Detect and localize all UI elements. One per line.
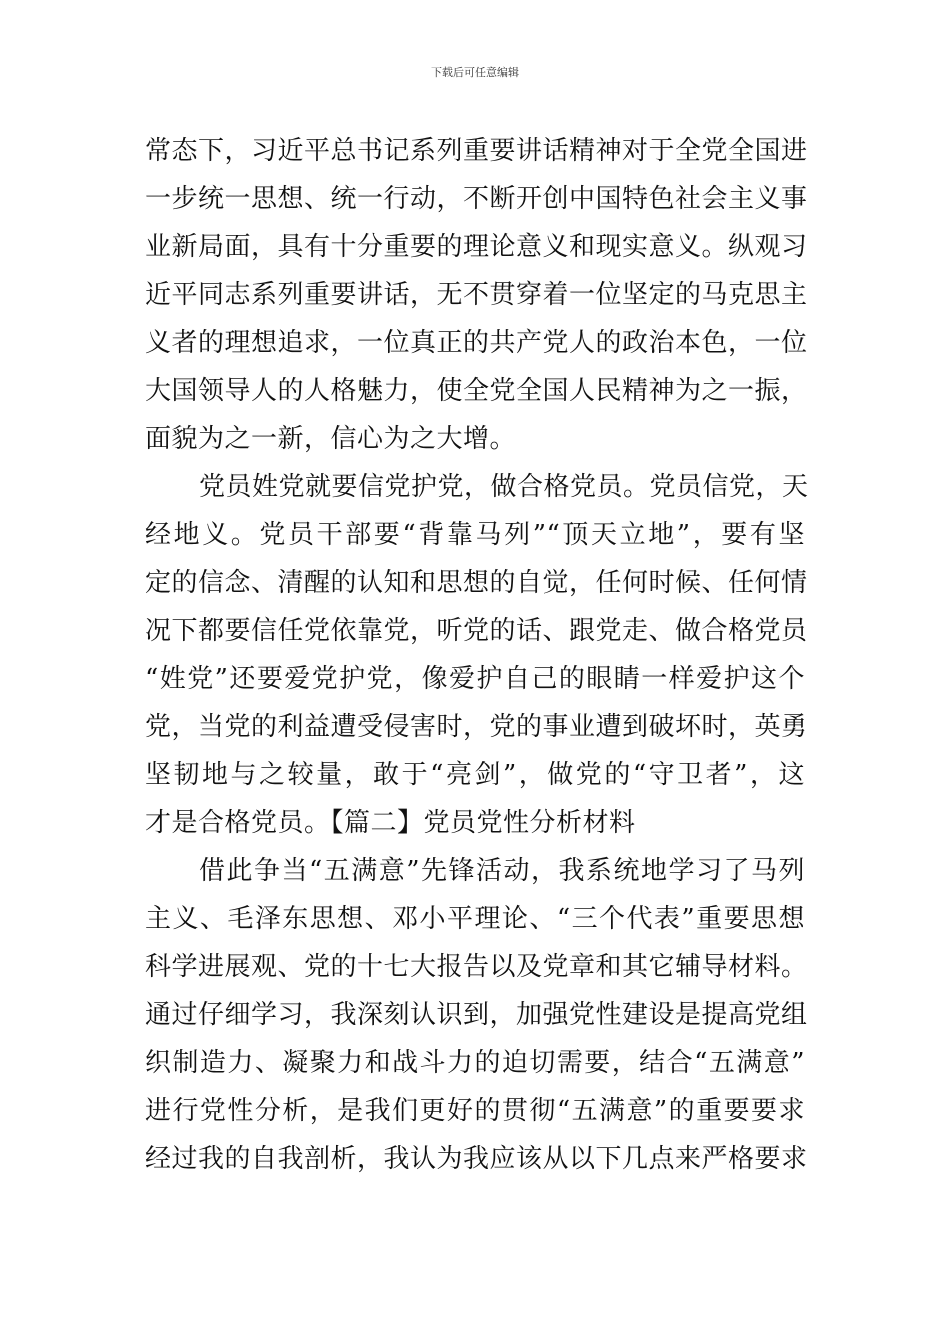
text-line: 借此争当“五满意”先锋活动，我系统地学习了马列: [199, 856, 805, 886]
page-header: 下载后可任意编辑: [431, 66, 519, 79]
text-line: 党，当党的利益遭受侵害时，党的事业遭到破坏时，英勇: [145, 712, 808, 742]
text-line: 主义、毛泽东思想、邓小平理论、“三个代表”重要思想: [145, 904, 805, 934]
text-line: 党员姓党就要信党护党，做合格党员。党员信党，天: [199, 472, 809, 502]
text-line: 业新局面，具有十分重要的理论意义和现实意义。纵观习: [145, 232, 808, 262]
text-line: “姓党”还要爱党护党，像爱护自己的眼睛一样爱护这个: [145, 664, 805, 694]
text-line: 定的信念、清醒的认知和思想的自觉，任何时候、任何情: [145, 568, 808, 598]
text-line: 一步统一思想、统一行动，不断开创中国特色社会主义事: [145, 184, 808, 214]
text-line: 进行党性分析，是我们更好的贯彻“五满意”的重要要求: [145, 1096, 805, 1126]
text-line: 通过仔细学习，我深刻认识到，加强党性建设是提高党组: [145, 1000, 808, 1030]
text-line: 科学进展观、党的十七大报告以及党章和其它辅导材料。: [145, 952, 808, 982]
text-line: 义者的理想追求，一位真正的共产党人的政治本色，一位: [145, 328, 808, 358]
text-line: 近平同志系列重要讲话，无不贯穿着一位坚定的马克思主: [145, 280, 808, 310]
text-line: 大国领导人的人格魅力，使全党全国人民精神为之一振，: [145, 376, 808, 406]
text-line: 经地义。党员干部要“背靠马列”“顶天立地”，要有坚: [145, 520, 805, 550]
text-line: 面貌为之一新，信心为之大增。: [145, 424, 517, 454]
text-line: 经过我的自我剖析，我认为我应该从以下几点来严格要求: [145, 1144, 808, 1174]
text-line: 常态下，习近平总书记系列重要讲话精神对于全党全国进: [145, 136, 808, 166]
text-line: 织制造力、凝聚力和战斗力的迫切需要，结合“五满意”: [145, 1048, 805, 1078]
text-line: 况下都要信任党依靠党，听党的话、跟党走、做合格党员: [145, 616, 808, 646]
text-line: 才是合格党员。【篇二】党员党性分析材料: [145, 808, 636, 838]
text-line: 坚韧地与之较量，敢于“亮剑”，做党的“守卫者”，这: [145, 760, 805, 790]
